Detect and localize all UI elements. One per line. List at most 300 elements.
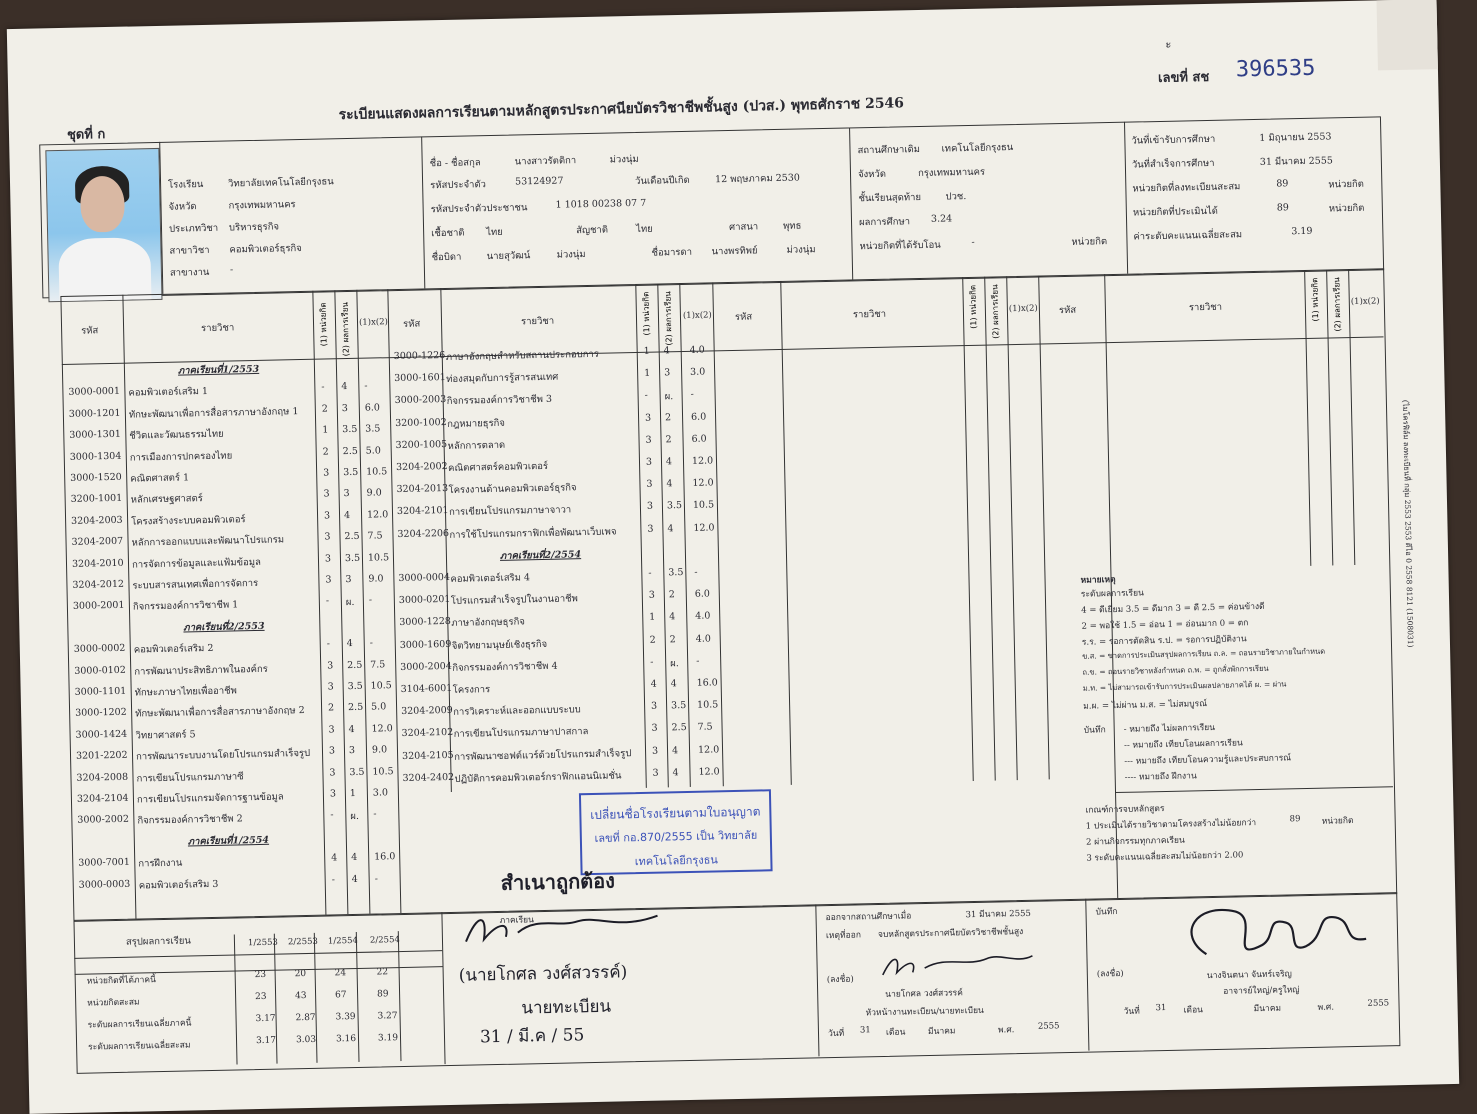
head-title: หัวหน้างานทะเบียน/นายทะเบียน bbox=[865, 1005, 984, 1019]
course-grade: 4 bbox=[351, 873, 358, 885]
course-code: 3201-2202 bbox=[75, 749, 128, 762]
course-name: หลักการตลาด bbox=[447, 439, 506, 452]
criteria-1: 1 ประเมินได้รายวิชาตามโครงสร้างไม่น้อยกว่า bbox=[1085, 818, 1257, 832]
nation-label: สัญชาติ bbox=[576, 224, 609, 237]
course-grade: 2 bbox=[669, 633, 676, 645]
doc-number: 396535 bbox=[1235, 55, 1316, 83]
stamp-line-1: เปลี่ยนชื่อโรงเรียนตามใบอนุญาต bbox=[590, 804, 761, 823]
course-points: - bbox=[374, 873, 379, 885]
course-points: 12.0 bbox=[366, 509, 389, 521]
course-grade: 4 bbox=[670, 678, 677, 690]
course-points: 12.0 bbox=[692, 477, 714, 490]
course-grade: ผ. bbox=[670, 657, 679, 670]
race-label: เชื้อชาติ bbox=[431, 227, 465, 240]
course-points: 6.0 bbox=[364, 402, 381, 414]
course-grade: 4 bbox=[667, 522, 674, 534]
cr-accum-value: 89 bbox=[1276, 178, 1289, 190]
course-code: 3000-0002 bbox=[73, 642, 126, 656]
summary-value: 67 bbox=[335, 990, 347, 1001]
course-credit: 3 bbox=[323, 510, 331, 522]
gpa-label: ค่าระดับคะแนนเฉลี่ยสะสม bbox=[1133, 229, 1243, 243]
course-code: 3000-1201 bbox=[68, 407, 121, 420]
course-credit: 3 bbox=[646, 501, 654, 513]
legend-title: หมายเหตุ bbox=[1080, 574, 1116, 586]
course-name: โครงงานด้านคอมพิวเตอร์ธุรกิจ bbox=[448, 482, 577, 497]
course-name: หลักเศรษฐศาสตร์ bbox=[130, 493, 203, 506]
th-grade-1: (2) ผลการเรียน bbox=[340, 301, 351, 357]
course-points: 7.5 bbox=[367, 530, 383, 542]
course-grade: 3.5 bbox=[347, 680, 363, 693]
course-credit: 2 bbox=[322, 446, 329, 458]
course-name: วิทยาศาสตร์ 5 bbox=[135, 729, 196, 742]
course-grade: 4 bbox=[663, 345, 670, 357]
note-1: - หมายถึง ไม่ผลการเรียน bbox=[1123, 722, 1216, 735]
course-grade: 3 bbox=[345, 573, 352, 586]
course-points: 7.5 bbox=[697, 721, 713, 734]
course-name: ระบบสารสนเทศเพื่อการจัดการ bbox=[132, 577, 259, 592]
summary-value: 24 bbox=[334, 968, 347, 979]
director-title: อาจารย์ใหญ่/ครูใหญ่ bbox=[1223, 985, 1300, 997]
course-name: การวิเคราะห์และออกแบบระบบ bbox=[453, 704, 581, 719]
course-grade: 2.5 bbox=[347, 702, 364, 714]
course-points: 6.0 bbox=[690, 411, 707, 423]
semester-label: ภาคเรียนที่2/2554 bbox=[499, 548, 582, 562]
race-value: ไทย bbox=[486, 226, 503, 239]
criteria-1-unit: หน่วยกิต bbox=[1321, 816, 1354, 827]
course-grade: 4 bbox=[665, 456, 673, 468]
course-name: คอมพิวเตอร์เสริม 3 bbox=[138, 878, 219, 892]
th-grade-3: (2) ผลการเรียน bbox=[990, 284, 1001, 339]
th-unit-4: (1) หน่วยกิต bbox=[1310, 277, 1321, 322]
course-grade: 1 bbox=[349, 787, 357, 800]
document-title: ระเบียนแสดงผลการเรียนตามหลักสูตรประกาศนียบัตรวิชาชีพชั้นสูง (ปวส.) พุทธศักราช 2546 bbox=[338, 95, 905, 124]
course-points: 4.0 bbox=[695, 633, 711, 645]
course-credit: 4 bbox=[650, 678, 657, 690]
type-label: ประเภทวิชา bbox=[168, 222, 219, 235]
course-credit: 1 bbox=[644, 367, 651, 380]
left-date-value: 31 มีนาคม 2555 bbox=[965, 908, 1031, 921]
course-grade: 3.5 bbox=[668, 567, 684, 579]
prev-gpa-label: ผลการศึกษา bbox=[858, 216, 911, 229]
course-credit: 3 bbox=[646, 478, 653, 490]
summary-row-label: หน่วยกิตสะสม bbox=[87, 997, 140, 1009]
course-grade: 3 bbox=[664, 367, 671, 379]
course-code: 3200-1005 bbox=[395, 438, 448, 451]
note-2: -- หมายถึง เทียบโอนผลการเรียน bbox=[1123, 738, 1243, 751]
course-name: ชีวิตและวัฒนธรรมไทย bbox=[129, 428, 224, 442]
type-value: บริหารธุรกิจ bbox=[228, 221, 280, 234]
summary-term: 2/2554 bbox=[369, 935, 400, 946]
course-points: 10.5 bbox=[692, 499, 715, 512]
grad-day: 31 bbox=[859, 1025, 871, 1036]
course-code: 3204-2009 bbox=[401, 705, 453, 718]
course-points: - bbox=[694, 566, 698, 578]
course-grade: 3.5 bbox=[344, 552, 361, 564]
course-name: การพัฒนาระบบงานโดยโปรแกรมสำเร็จรูป bbox=[135, 748, 311, 763]
legend-line-5: ถ.ข. = ถอนรายวิชาหลังกำหนด ถ.พ. = ถูกสั่งพักการเรียน bbox=[1082, 663, 1269, 677]
course-name: การเขียนโปรแกรมภาษาจาวา bbox=[448, 504, 572, 519]
course-code: 3000-1228 bbox=[399, 616, 451, 629]
grad-year: 2555 bbox=[1037, 1021, 1060, 1032]
course-code: 3000-0201 bbox=[398, 594, 451, 607]
course-code: 3000-1304 bbox=[69, 450, 122, 463]
head-signature bbox=[876, 944, 1037, 983]
course-points: 10.5 bbox=[372, 765, 394, 778]
course-name: ทักษะภาษาไทยเพื่ออาชีพ bbox=[134, 685, 237, 699]
course-grade: 4 bbox=[341, 381, 348, 393]
student-photo bbox=[45, 148, 162, 302]
summary-value: 89 bbox=[376, 989, 389, 1000]
course-points: 5.0 bbox=[365, 444, 381, 457]
prev-province-label: จังหวัด bbox=[857, 168, 887, 181]
course-credit: - bbox=[650, 656, 654, 668]
course-grade: 3.5 bbox=[671, 700, 687, 712]
summary-value: 3.27 bbox=[377, 1011, 398, 1022]
th-grade-4: (2) ผลการเรียน bbox=[1332, 277, 1343, 332]
course-name: กิจกรรมองค์การวิชาชีพ 3 bbox=[446, 394, 553, 408]
id-label: รหัสประจำตัว bbox=[430, 179, 487, 192]
course-grade: 3 bbox=[341, 402, 348, 414]
work-value: - bbox=[229, 264, 234, 276]
dob-value: 12 พฤษภาคม 2530 bbox=[714, 172, 801, 186]
course-points: 3.0 bbox=[372, 787, 389, 799]
course-points: 10.5 bbox=[696, 699, 719, 711]
surname-value: ม่วงนุ่ม bbox=[609, 153, 639, 166]
course-credit: 3 bbox=[652, 767, 659, 779]
course-code: 3000-1424 bbox=[75, 728, 128, 741]
legend-line-2: 2 = พอใช้ 1.5 = อ่อน 1 = อ่อนมาก 0 = ตก bbox=[1081, 618, 1249, 632]
grad-month: มีนาคม bbox=[927, 1026, 956, 1038]
course-code: 3204-2105 bbox=[401, 749, 454, 762]
criteria-title: เกณฑ์การจบหลักสูตร bbox=[1085, 804, 1165, 816]
course-points: 9.0 bbox=[371, 744, 388, 756]
course-code: 3200-1001 bbox=[70, 493, 123, 506]
course-credit: 2 bbox=[321, 403, 328, 415]
name-label: ชื่อ - ชื่อสกุล bbox=[429, 157, 481, 170]
registrar-signature bbox=[457, 899, 678, 954]
course-credit: 3 bbox=[651, 745, 659, 757]
course-code: 3200-1002 bbox=[395, 416, 447, 429]
course-points: 12.0 bbox=[691, 455, 714, 467]
course-credit: 3 bbox=[648, 589, 655, 601]
legend-sub: ระดับผลการเรียน bbox=[1080, 588, 1144, 600]
grad-date-label: วันที่ bbox=[827, 1028, 845, 1040]
th-grade-2: (2) ผลการเรียน bbox=[663, 291, 674, 346]
head-name: นายโกศล วงศ์สวรรค์ bbox=[885, 988, 963, 1000]
criteria-3: 3 ระดับคะแนนเฉลี่ยสะสมไม่น้อยกว่า 2.00 bbox=[1086, 850, 1244, 864]
course-name: คณิตศาสตร์ 1 bbox=[130, 472, 190, 485]
th-unit-2: (1) หน่วยกิต bbox=[641, 291, 652, 336]
prev-level-label: ชั้นเรียนสุดท้าย bbox=[858, 191, 922, 205]
nation-value: ไทย bbox=[636, 223, 653, 235]
summary-value: 2.87 bbox=[295, 1012, 316, 1024]
course-name: จิตวิทยามนุษย์เชิงธุรกิจ bbox=[451, 638, 548, 652]
side-text: (ไมโครฟิล์ม ลงทะเบียนที่ กลุ่ม 2553 2553 ดีไอ 0 2558 8121 (1508031) bbox=[1400, 399, 1416, 648]
reason-label: เหตุที่ออก bbox=[825, 930, 862, 942]
course-points: 12.0 bbox=[698, 766, 720, 778]
course-credit: 4 bbox=[331, 852, 338, 864]
note-3: --- หมายถึง เทียบโอนความรู้และประสบการณ์ bbox=[1124, 753, 1292, 767]
province-label: จังหวัด bbox=[168, 201, 197, 213]
course-name: ปฏิบัติการคอมพิวเตอร์กราฟิกแอนนิเมชั่น bbox=[454, 770, 622, 785]
course-points: 12.0 bbox=[697, 743, 720, 756]
director-signature bbox=[1165, 891, 1377, 975]
course-name: การเขียนโปรแกรมภาษาปาสกาล bbox=[453, 726, 589, 741]
summary-row-label: ระดับผลการเรียนเฉลี่ยสะสม bbox=[88, 1040, 191, 1053]
course-credit: 3 bbox=[328, 745, 336, 757]
course-code: 3204-2013 bbox=[396, 483, 449, 496]
course-code: 3000-1202 bbox=[75, 707, 127, 720]
th-code-2: รหัส bbox=[402, 318, 421, 330]
course-points: 16.0 bbox=[696, 677, 718, 689]
director-note-label: บันทึก bbox=[1095, 907, 1118, 918]
course-grade: 4 bbox=[669, 611, 676, 623]
course-code: 3104-6001 bbox=[400, 682, 453, 695]
course-credit: 3 bbox=[651, 723, 658, 735]
course-name: การเมืองการปกครองไทย bbox=[129, 450, 233, 464]
summary-value: 3.39 bbox=[335, 1012, 356, 1023]
doc-number-label: เลขที่ สช bbox=[1157, 69, 1210, 86]
course-credit: 1 bbox=[643, 345, 650, 357]
summary-value: 3.17 bbox=[255, 1035, 277, 1047]
course-grade: 4 bbox=[351, 852, 358, 864]
th-code-3: รหัส bbox=[734, 311, 753, 323]
th-subject-2: รายวิชา bbox=[520, 315, 555, 328]
course-code: 3204-2402 bbox=[402, 771, 455, 784]
dir-year: 2555 bbox=[1367, 998, 1390, 1009]
th-subject-3: รายวิชา bbox=[852, 308, 887, 321]
course-grade: ผ. bbox=[350, 811, 360, 823]
course-points: - bbox=[369, 637, 374, 649]
major-value: คอมพิวเตอร์ธุรกิจ bbox=[229, 242, 302, 256]
left-date-label: ออกจากสถานศึกษาเมื่อ bbox=[825, 911, 912, 924]
course-name: โครงสร้างระบบคอมพิวเตอร์ bbox=[131, 513, 246, 528]
course-grade: 3 bbox=[343, 488, 350, 500]
course-credit: 3 bbox=[645, 456, 653, 468]
course-credit: 3 bbox=[329, 788, 337, 800]
course-credit: 3 bbox=[324, 531, 331, 543]
course-credit: 2 bbox=[327, 702, 335, 714]
course-points: 3.0 bbox=[690, 366, 706, 379]
course-name: กิจกรรมองค์การวิชาชีพ 1 bbox=[132, 599, 239, 613]
course-code: 3000-0001 bbox=[68, 386, 121, 399]
course-grade: 3 bbox=[348, 745, 356, 757]
cr-pass-unit: หน่วยกิต bbox=[1328, 202, 1365, 215]
course-name: กิจกรรมองค์การวิชาชีพ 2 bbox=[137, 813, 243, 827]
course-grade: 3.5 bbox=[343, 466, 359, 479]
cr-accum-label: หน่วยกิตที่ลงทะเบียนสะสม bbox=[1132, 181, 1241, 195]
director-sign-label: (ลงชื่อ) bbox=[1096, 968, 1124, 980]
prev-province-value: กรุงเทพมหานคร bbox=[917, 166, 986, 180]
course-code: 3000-2001 bbox=[72, 600, 125, 613]
course-code: 3204-2010 bbox=[71, 557, 124, 570]
course-code: 3000-1609 bbox=[399, 638, 452, 651]
semester-label: ภาคเรียนที่1/2554 bbox=[187, 834, 270, 848]
course-grade: 2 bbox=[668, 589, 675, 601]
course-code: 3204-2206 bbox=[397, 527, 450, 540]
school-value: วิทยาลัยเทคโนโลยีกรุงธน bbox=[227, 176, 334, 190]
course-points: 9.0 bbox=[366, 487, 382, 500]
enter-value: 1 มิถุนายน 2553 bbox=[1259, 131, 1332, 144]
course-grade: 2 bbox=[664, 411, 672, 423]
major-label: สาขาวิชา bbox=[169, 244, 210, 257]
religion-label: ศาสนา bbox=[728, 221, 759, 234]
cr-pass-value: 89 bbox=[1276, 202, 1290, 214]
course-grade: 2.5 bbox=[347, 659, 363, 671]
course-points: 7.5 bbox=[370, 658, 386, 671]
father-value: นายสุวัฒน์ bbox=[486, 250, 531, 263]
dob-label: วันเดือนปีเกิด bbox=[635, 174, 690, 187]
summary-value: 43 bbox=[295, 991, 307, 1002]
course-points: 6.0 bbox=[694, 588, 711, 600]
semester-label: ภาคเรียนที่1/2553 bbox=[177, 363, 260, 377]
th-points-3: (1)x(2) bbox=[1008, 303, 1038, 315]
course-points: 9.0 bbox=[368, 573, 384, 585]
course-name: การเขียนโปรแกรมภาษาซี bbox=[136, 770, 244, 785]
course-name: กฎหมายธุรกิจ bbox=[447, 417, 506, 430]
course-grade: 4 bbox=[348, 723, 355, 735]
name-change-stamp bbox=[579, 789, 773, 875]
th-code-4: รหัส bbox=[1058, 304, 1077, 317]
enter-label: วันที่เข้ารับการศึกษา bbox=[1131, 133, 1216, 147]
course-credit: - bbox=[331, 874, 336, 886]
course-credit: 3 bbox=[329, 766, 336, 779]
set-number: ชุดที่ ก bbox=[66, 127, 106, 143]
course-credit: 3 bbox=[327, 681, 334, 693]
course-credit: 3 bbox=[327, 659, 334, 672]
course-credit: 3 bbox=[328, 724, 335, 736]
course-name: คณิตศาสตร์คอมพิวเตอร์ bbox=[447, 460, 549, 474]
summary-value: 23 bbox=[255, 991, 267, 1003]
course-credit: 3 bbox=[323, 488, 330, 500]
cr-pass-label: หน่วยกิตที่ประเมินได้ bbox=[1132, 205, 1219, 219]
course-points: 10.5 bbox=[367, 551, 390, 564]
father-surname: ม่วงนุ่ม bbox=[556, 249, 586, 261]
prev-school-value: เทคโนโลยีกรุงธน bbox=[941, 142, 1014, 155]
work-label: สาขางาน bbox=[169, 266, 210, 279]
legend-line-4: ข.ส. = ขาดการประเมินสรุปผลการเรียน ถ.ล. = ถอนรายวิชาภายในกำหนด bbox=[1082, 646, 1326, 661]
course-code: 3000-1520 bbox=[70, 471, 122, 484]
course-code: 3204-2002 bbox=[395, 460, 448, 474]
course-name: ทักษะพัฒนาเพื่อการสื่อสารภาษาอังกฤษ 2 bbox=[135, 705, 305, 720]
course-credit: - bbox=[648, 567, 652, 579]
course-name: การพัฒนาซอฟต์แวร์ด้วยโปรแกรมสำเร็จรูป bbox=[454, 747, 632, 763]
course-name: คอมพิวเตอร์เสริม 4 bbox=[450, 572, 531, 585]
course-points: 4.0 bbox=[695, 610, 711, 623]
citizen-label: รหัสประจำตัวประชาชน bbox=[430, 202, 528, 216]
course-credit: 3 bbox=[323, 467, 330, 479]
course-code: 3000-1601 bbox=[394, 372, 446, 385]
course-name: คอมพิวเตอร์เสริม 2 bbox=[133, 643, 214, 656]
course-grade: 2.5 bbox=[671, 722, 687, 734]
prev-credit-label: หน่วยกิตที่ได้รับโอน bbox=[859, 239, 941, 253]
name-value: นางสาวรัตติกา bbox=[514, 155, 577, 168]
course-name: ท่องสมุดกับการรู้สารสนเทศ bbox=[446, 371, 559, 386]
course-credit: - bbox=[326, 638, 331, 650]
course-name: โปรแกรมสำเร็จรูปในงานอาชีพ bbox=[450, 593, 578, 608]
legend-line-7: ม.ผ. = ไม่ผ่าน ม.ส. = ไม่สมบูรณ์ bbox=[1083, 699, 1208, 712]
course-points: 6.0 bbox=[691, 433, 707, 445]
note-4: ---- หมายถึง ฝึกงาน bbox=[1124, 771, 1197, 783]
course-name: การใช้โปรแกรมกราฟิกเพื่อพัฒนาเว็บเพจ bbox=[449, 526, 617, 541]
course-points: 10.5 bbox=[370, 680, 392, 692]
course-grade: ผ. bbox=[664, 391, 674, 403]
course-grade: 3.5 bbox=[666, 500, 683, 512]
director-name: นางจินตนา จันทร์เจริญ bbox=[1206, 969, 1292, 982]
summary-value: 20 bbox=[294, 969, 307, 980]
course-credit: 3 bbox=[324, 553, 332, 565]
summary-term: 1/2554 bbox=[327, 935, 358, 947]
course-points: 16.0 bbox=[374, 851, 396, 863]
criteria-2: 2 ผ่านกิจกรรมทุกภาคเรียน bbox=[1085, 835, 1185, 848]
course-code: 3000-7001 bbox=[78, 856, 130, 869]
course-code: 3000-1301 bbox=[69, 428, 122, 442]
course-grade: ผ. bbox=[345, 597, 355, 609]
course-name: ภาษาอังกฤษธุรกิจ bbox=[451, 616, 525, 630]
course-grade: 4 bbox=[671, 744, 679, 756]
course-code: 3204-2101 bbox=[396, 505, 449, 518]
legend-line-1: 4 = ดีเยี่ยม 3.5 = ดีมาก 3 = ดี 2.5 = ค่อนข้างดี bbox=[1081, 601, 1265, 616]
course-code: 3204-2102 bbox=[401, 727, 454, 740]
course-credit: 3 bbox=[325, 574, 332, 586]
course-name: โครงการ bbox=[452, 684, 491, 696]
certified-copy: สำเนาถูกต้อง bbox=[500, 868, 616, 895]
registrar-date: 31 / มี.ค / 55 bbox=[479, 1025, 585, 1048]
dir-month-label: เดือน bbox=[1183, 1005, 1204, 1016]
legend-line-3: ร.ร. = รอการตัดสิน ร.ป. = รอการปฏิบัติงาน bbox=[1081, 634, 1247, 648]
course-name: ภาษาอังกฤษสำหรับสถานประกอบการ bbox=[445, 348, 599, 363]
mother-surname: ม่วงนุ่ม bbox=[786, 244, 816, 256]
th-unit-1: (1) หน่วยกิต bbox=[318, 302, 329, 347]
id-value: 53124927 bbox=[514, 175, 564, 188]
course-points: - bbox=[690, 389, 694, 401]
course-code: 3000-0102 bbox=[74, 664, 126, 677]
religion-value: พุทธ bbox=[782, 220, 802, 232]
head-sign-label: (ลงชื่อ) bbox=[826, 974, 854, 986]
course-code: 3204-2003 bbox=[70, 514, 123, 527]
finish-value: 31 มีนาคม 2555 bbox=[1259, 155, 1333, 168]
course-grade: 2.5 bbox=[342, 445, 358, 457]
course-name: การจัดการข้อมูลและแฟ้มข้อมูล bbox=[131, 556, 261, 571]
course-name: การเขียนโปรแกรมจัดการฐานข้อมูล bbox=[136, 791, 284, 806]
th-subject-1: รายวิชา bbox=[200, 322, 235, 335]
reason-value: จบหลักสูตรประกาศนียบัตรวิชาชีพชั้นสูง bbox=[877, 927, 1024, 941]
course-code: 3000-2003 bbox=[394, 394, 447, 407]
dir-date-label: วันที่ bbox=[1123, 1006, 1140, 1017]
criteria-1-value: 89 bbox=[1289, 814, 1301, 825]
th-subject-4: รายวิชา bbox=[1188, 301, 1223, 314]
course-code: 3000-0003 bbox=[78, 878, 131, 891]
course-credit: 2 bbox=[649, 634, 656, 646]
registrar-term-label: ภาคเรียน bbox=[499, 915, 535, 926]
course-name: ทักษะพัฒนาเพื่อการสื่อสารภาษาอังกฤษ 1 bbox=[128, 405, 299, 421]
prev-credit-unit: หน่วยกิต bbox=[1071, 236, 1108, 248]
course-points: 12.0 bbox=[693, 521, 715, 534]
course-grade: 4 bbox=[343, 509, 351, 521]
course-grade: 2 bbox=[665, 434, 672, 446]
note-title: บันทึก bbox=[1083, 725, 1106, 736]
course-points: 4.0 bbox=[689, 344, 705, 356]
course-grade: 4 bbox=[672, 766, 679, 779]
course-code: 3000-2004 bbox=[400, 660, 452, 673]
summary-term: 2/2553 bbox=[287, 936, 318, 948]
course-credit: - bbox=[321, 381, 325, 393]
course-code: 3204-2007 bbox=[71, 535, 124, 549]
summary-title: สรุปผลการเรียน bbox=[125, 935, 191, 948]
course-grade: 3.5 bbox=[349, 766, 365, 778]
course-points: 5.0 bbox=[370, 701, 387, 714]
summary-row-label: ระดับผลการเรียนเฉลี่ยภาคนี้ bbox=[87, 1018, 192, 1031]
